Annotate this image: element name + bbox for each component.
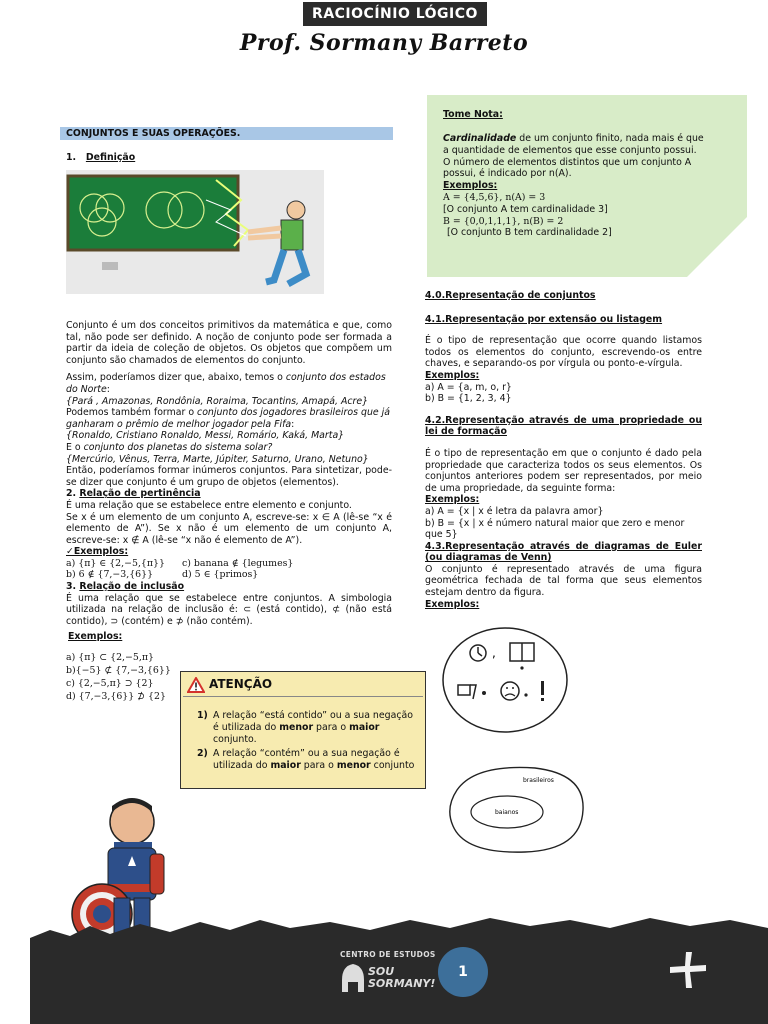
- heading-pertinencia: Relação de pertinência: [79, 488, 201, 500]
- note-box: [427, 95, 747, 277]
- inclusion-c: c) {2,−5,π} ⊃ {2}: [66, 678, 154, 690]
- inclusion-d: d) {7,−3,{6}} ⊅ {2}: [66, 691, 166, 703]
- warning-icon: [187, 677, 205, 693]
- thumbs-down-icon: [458, 685, 476, 699]
- note-line3: O número de elementos distintos que um conjunto A: [443, 156, 692, 168]
- paragraph-text: Assim, poderíamos dizer que, abaixo, temos o: [66, 372, 286, 384]
- example-c: c) banana ∉ {legumes}: [182, 557, 294, 569]
- set-north: {Pará , Amazonas, Rondônia, Roraima, Tocantins, Amapá, Acre}: [66, 395, 369, 407]
- sad-face-icon: [501, 682, 519, 700]
- note-examples-label: Exemplos:: [443, 180, 498, 192]
- item-number: 2): [197, 748, 208, 759]
- item-bold: menor: [336, 760, 371, 771]
- left-body: [66, 320, 392, 703]
- right-body: [425, 290, 702, 610]
- paragraph-text: :: [291, 418, 295, 430]
- icon-set-diagram: [440, 625, 570, 735]
- note-ex2-note: [O conjunto B tem cardinalidade 2]: [447, 227, 612, 239]
- heading-number: 3.: [66, 581, 77, 593]
- exclamation-icon: [541, 681, 544, 701]
- note-term: Cardinalidade: [443, 133, 517, 144]
- attention-title: ATENÇÃO: [209, 677, 273, 691]
- heading-definicao: [66, 152, 135, 164]
- item-bold: maior: [270, 760, 301, 771]
- paragraph-4-1: É o tipo de representação que ocorre quando listamos todos os elementos do conjunto, escrevendo-os entre chaves, e separando-os por vírgula ou ponto-e-vírgula.: [425, 335, 702, 370]
- paragraph-text: :: [106, 383, 110, 395]
- inclusion-b: b){−5} ⊄ {7,−3,{6}}: [66, 665, 171, 677]
- item-text: A relação “contém” ou a sua negação é utilizada do: [213, 748, 400, 771]
- paragraph-text: E o: [66, 441, 84, 453]
- heading-text: Definição: [85, 152, 136, 163]
- note-ex2: B = {0,0,1,1,1}, n(B) = 2: [443, 215, 564, 227]
- paragraph-italic: conjunto dos planetas do sistema solar?: [83, 441, 273, 453]
- heading-4-3: 4.3.Representação através de diagramas de Euler (ou diagramas de Venn): [425, 540, 702, 564]
- sou-sormany-logo-text: SOU SORMANY!: [368, 965, 436, 990]
- item-bold: maior: [349, 722, 380, 733]
- note-ex1-note: [O conjunto A tem cardinalidade 3]: [443, 203, 608, 215]
- item-text: para o: [313, 722, 350, 733]
- heading-number: 2.: [66, 488, 77, 500]
- paragraph-pertinencia: É uma relação que se estabelece entre elemento e conjunto.: [66, 499, 352, 511]
- item-text: conjunto: [370, 760, 415, 771]
- note-line1: de um conjunto finito, nada mais é que: [516, 133, 704, 144]
- page-number: 1: [438, 947, 488, 997]
- example-41-a: a) A = {a, m, o, r}: [425, 381, 512, 393]
- note-ex1: A = {4,5,6}, n(A) = 3: [443, 191, 546, 203]
- paragraph-inclusao: É uma relação que se estabelece entre conjuntos. A simbologia utilizada na relação de inclusão é: ⊂ (está contido), ⊄ (não está contido), ⊃ (contém) e ⊅ (não contém).: [66, 592, 392, 627]
- heading-inclusao: Relação de inclusão: [79, 581, 185, 593]
- venn-outer-label: brasileiros: [523, 777, 554, 784]
- clock-icon: [470, 645, 486, 661]
- paragraph-definition: Conjunto é um dos conceitos primitivos da matemática e que, como tal, não pode ser definido. A noção de conjunto pode ser formada a partir da ideia de coleção de objetos. Os objetos que compõem um conjunto são chamados de elementos do conjunto.: [66, 320, 392, 366]
- item-text: A relação “está contido” ou a sua negação é utilizada do: [213, 710, 413, 733]
- attention-item-2: [197, 748, 419, 772]
- example-d: d) 5 ∈ {primos}: [182, 569, 259, 581]
- item-bold: menor: [279, 722, 314, 733]
- example-42-b: b) B = {x | x é número natural maior que zero e menor que 5}: [425, 517, 685, 541]
- helmet-logo-icon: [340, 962, 366, 996]
- header-banner: RACIOCÍNIO LÓGICO: [303, 2, 487, 26]
- attention-item-1: [197, 710, 419, 746]
- examples-label: Exemplos:: [425, 494, 480, 506]
- paragraph-4-2: É o tipo de representação em que o conjunto é dado pela propriedade que caracteriza todos os seus elementos. Os conjuntos anteriores podem ser representados, por meio de uma propriedade, da seguinte forma:: [425, 447, 702, 494]
- page-fold-icon: [687, 217, 747, 277]
- paragraph-4-3: O conjunto é representado através de uma figura geométrica fechada de tal forma que seus elementos estejam dentro da figura.: [425, 563, 702, 599]
- set-planets: {Mercúrio, Vênus, Terra, Marte, Júpiter, Saturno, Urano, Netuno}: [66, 453, 369, 465]
- divider: [183, 696, 423, 697]
- author-title: Prof. Sormany Barreto: [239, 30, 529, 56]
- heading-4-2: 4.2.Representação através de uma propriedade ou lei de formação: [425, 414, 702, 438]
- paragraph-italic: conjunto dos jogadores brasileiros que já ganharam o prêmio de melhor jogador pela Fifa: [66, 407, 390, 430]
- examples-label: Exemplos:: [425, 598, 480, 610]
- item-text: para o: [300, 760, 337, 771]
- teacher-chalkboard-illustration: [66, 170, 324, 294]
- venn-inner-label: baianos: [495, 809, 519, 816]
- examples-label-check: ✓Exemplos:: [66, 546, 129, 558]
- note-title: Tome Nota:: [443, 109, 503, 120]
- comma-glyph: ,: [492, 646, 496, 660]
- paragraph-synthesis: Então, poderíamos formar inúmeros conjuntos. Para sintetizar, pode-se dizer que conjunto é um grupo de objetos (elementos).: [66, 465, 392, 488]
- plus-brush-icon: [668, 950, 708, 990]
- item-number: 1): [197, 710, 208, 721]
- heading-number: 1.: [66, 152, 77, 163]
- example-41-b: b) B = {1, 2, 3, 4}: [425, 393, 512, 405]
- note-line2: a quantidade de elementos que esse conjunto possui.: [443, 144, 697, 156]
- heading-4-1: 4.1.Representação por extensão ou listagem: [425, 313, 663, 325]
- centro-de-estudos-label: CENTRO DE ESTUDOS: [340, 950, 436, 959]
- section-title: CONJUNTOS E SUAS OPERAÇÕES.: [60, 127, 393, 140]
- attention-box: [180, 671, 426, 789]
- heading-4-0: 4.0.Representação de conjuntos: [425, 290, 596, 301]
- paragraph-element: Se x é um elemento de um conjunto A, escreve-se: x ∈ A (lê-se “x é elemento de A”). Se x não é um elemento de um conjunto A, escreve-se: x ∉ A (lê-se “x não é elemento de A”).: [66, 511, 392, 546]
- item-text: conjunto.: [213, 734, 257, 745]
- inclusion-a: a) {π} ⊂ {2,−5,π}: [66, 652, 154, 664]
- paragraph-italic: conjunto dos estados do Norte: [66, 372, 386, 395]
- example-b: b) 6 ∉ {7,−3,{6}}: [66, 569, 154, 581]
- paragraph-text: Podemos também formar o: [66, 407, 198, 419]
- example-a: a) {π} ∈ {2,−5,{π}}: [66, 557, 165, 569]
- venn-diagram: [445, 760, 590, 860]
- note-line4: possui, é indicado por n(A).: [443, 168, 572, 180]
- examples-label: Exemplos:: [425, 369, 480, 381]
- example-42-a: a) A = {x | x é letra da palavra amor}: [425, 505, 604, 517]
- examples-label: Exemplos:: [68, 631, 123, 643]
- set-players: {Ronaldo, Cristiano Ronaldo, Messi, Romário, Kaká, Marta}: [66, 430, 345, 442]
- book-icon: [510, 643, 534, 661]
